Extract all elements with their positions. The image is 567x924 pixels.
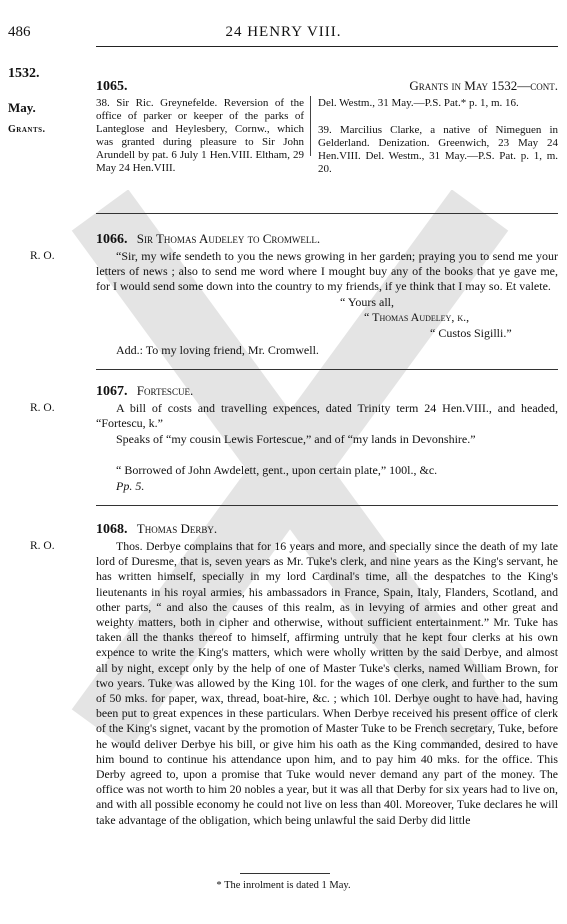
entry-number: 1066. (96, 232, 128, 247)
grant-item-38: 38. Sir Ric. Greynefelde. Reversion of the office of parker or keeper of the parks of Lanteglose and Heylesbery, Cornw., which was granted during pleasure to Sir John Arundell by pat. 6 July 1 Hen.VIII. Eltham, 29 May 24 Hen.VIII. (96, 97, 304, 174)
letter-text: “Sir, my wife sendeth to you the news growing in her garden; praying you to send me your letters of news ; also to send me word where I mought buy any of the books that ye gave me, for I would send some down into the country to my friends, if ye think that I may so. Et valete. (96, 249, 558, 293)
margin-source: R. O. (30, 250, 55, 262)
bill-borrowed: “ Borrowed of John Awdelett, gent., upon certain plate,” 100l., &c. (116, 463, 438, 477)
grant-item-39: 39. Marcilius Clarke, a native of Nimeguen in Gelderland. Denization. Greenwich, 23 May 24 Hen.VIII. Del. Westm., 31 May.—P.S. Pat. p. 1, m. 20. (318, 124, 558, 175)
margin-source: R. O. (30, 402, 55, 414)
entry-separator (96, 369, 558, 370)
bill-description: A bill of costs and travelling expences, dated Trinity term 24 Hen.VIII., and headed, “Fortescu, k.” (96, 401, 558, 430)
entry-title: Thomas Derby. (136, 521, 218, 536)
column-divider (310, 96, 311, 156)
letter-signature-title: “ Custos Sigilli.” (430, 326, 512, 340)
entry-number: 1068. (96, 522, 128, 537)
entry-separator (96, 505, 558, 506)
footnote-rule (240, 873, 330, 874)
margin-source: R. O. (30, 540, 55, 552)
letter-closing: “ Yours all, (340, 295, 395, 309)
margin-grants-label: Grants. (8, 124, 46, 135)
entry-separator (96, 213, 558, 214)
entry-number: 1067. (96, 384, 128, 399)
entry-1067-heading (96, 383, 558, 400)
entry-1068-heading (96, 521, 558, 538)
bill-note: Speaks of “my cousin Lewis Fortescue,” and of “my lands in Devonshire.” (116, 432, 476, 446)
margin-month: May. (8, 100, 36, 115)
page-count: Pp. 5. (116, 479, 145, 493)
entry-number: 1065. (96, 79, 128, 94)
entry-title: Grants in May 1532—cont. (409, 78, 558, 93)
entry-title: Sir Thomas Audeley to Cromwell. (136, 231, 321, 246)
grant-item-38-delivery: Del. Westm., 31 May.—P.S. Pat.* p. 1, m. 16. (318, 97, 519, 109)
complaint-text: Thos. Derbye complains that for 16 years and more, and specially since the death of my late lord of Duresme, that is, seven years as Mr. Tuke's clerk, and nine years as the King's servant, he has written himself, specially in my lord Cardinal's time, all the despatches to the King's lieutenants in his royal armies, his ambassadors in France, Spain, Italy, Flanders, Scotland, and other parts, “ and also the causes of this realm, as in levying of armies and other great and weighty matters, both in cipher and otherwise, without sufficient entertainment.” Mr. Tuke has taken all the thanks thereof to himself, affirming untruly that he kept four clerks at his own expence to write the King's matters, which were wholly written by the said Derbye, and almost all by night, except only by the help of one of Master Tuke's clerks, named William Brown, for two years. Tuke was allowed by the King 10l. for the wages of one clerk, and further to the sum of 50 mks. for paper, wax, thread, boat-hire, &c. ; which 10l. Derbye ought to have had, having been put to great expences in these particulars. When Derbye received his present office of clerk of the King's signet, vacant by the promotion of Master Tuke to be French secretary, Tuke, before he would deliver Derbye his bill, or give him his oath as the King commanded, desired to have him bound to continue his attendance upon him, and to pay him 40 mks. for the office. This Derby agreed to, upon a promise that Tuke would never demand any part of the money. The office was not worth to him 20 nobles a year, but it was all that Derby for six years had to live on, and with all possible economy he could not live on less than 40l. Moreover, Tuke declares he will take advantage of the obligation, which being unlawful the said Derby did little (96, 539, 558, 827)
entry-1066-heading (96, 231, 558, 248)
letter-signature: “ Thomas Audeley, k., (364, 310, 470, 324)
entry-1065-heading (96, 78, 558, 95)
header-rule (96, 46, 558, 47)
running-title: 24 HENRY VIII. (225, 24, 342, 40)
page-number: 486 (8, 24, 31, 40)
letter-address: Add.: To my loving friend, Mr. Cromwell. (116, 343, 319, 357)
footnote: * The inrolment is dated 1 May. (216, 880, 351, 891)
margin-year: 1532. (8, 66, 40, 81)
entry-title: Fortescue. (136, 383, 194, 398)
